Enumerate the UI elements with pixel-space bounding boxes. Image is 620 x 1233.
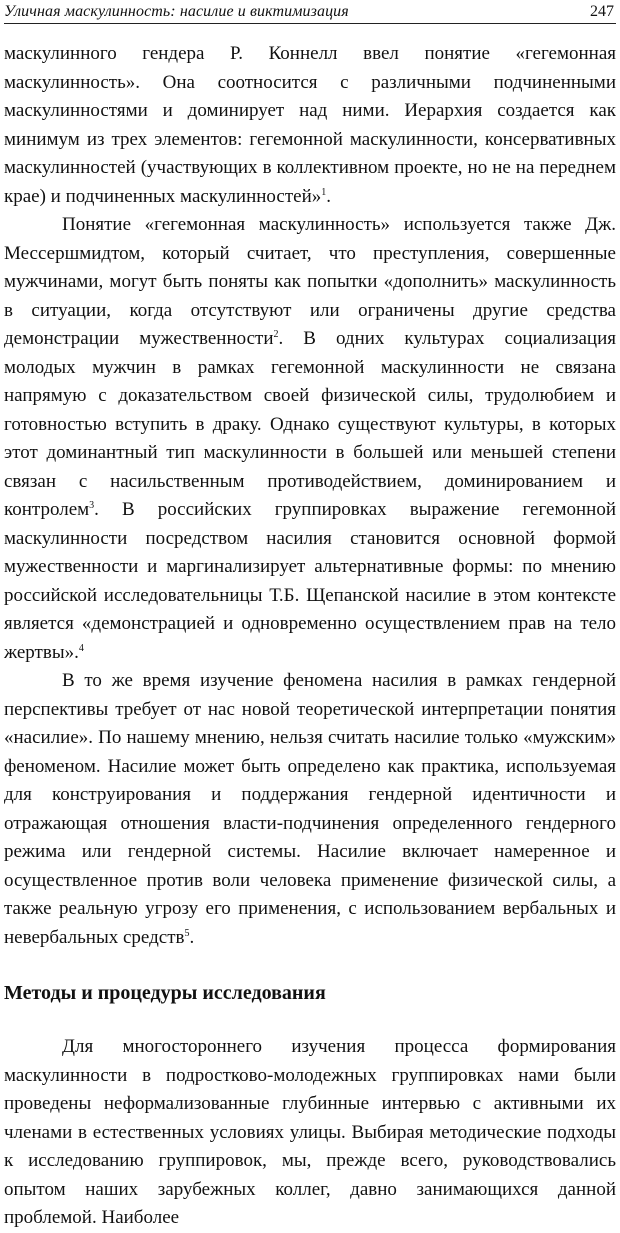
footnote-marker: 3 bbox=[89, 500, 95, 511]
paragraph-list bbox=[4, 40, 616, 952]
footnote-marker: 1 bbox=[321, 186, 327, 198]
paragraph-text: Понятие «гегемонная маскулинность» используется также Дж. Мессершмидтом, который считает, что преступления, совершенные мужчинами, могут быть поняты как попытки «дополнить» маскулинность в ситуации, когда отсутствуют или ограничены другие средства демонстрации мужественности bbox=[4, 214, 616, 349]
paragraph-text: . В одних культурах социализация молодых мужчин в рамках гегемонной маскулинности не связана напрямую с доказательством своей физической силы, трудолюбием и готовностью вступить в драку. Однако существуют культуры, в которых этот доминантный тип маскулинности в большей или меньшей степени связан с насильственным противодействием, доминированием и контролем bbox=[4, 328, 616, 520]
spacer bbox=[4, 952, 616, 979]
paragraph-text: . bbox=[189, 926, 195, 948]
body-text bbox=[4, 40, 616, 1233]
paragraph bbox=[4, 667, 616, 952]
paragraph-text: маскулинного гендера Р. Коннелл ввел понятие «гегемонная маскулинность». Она соотносится с различными подчиненными маскулинностями и доминирует над ними. Иерархия создается как минимум из трех элементов: гегемонной маскулинности, консервативных маскулинностей (участвующих в коллективном проекте, но не на переднем крае) и подчиненных маскулинностей» bbox=[4, 43, 616, 207]
page-number: 247 bbox=[590, 3, 614, 20]
paragraph-text: . bbox=[326, 185, 331, 207]
spacer bbox=[4, 1007, 616, 1033]
paragraph bbox=[4, 40, 616, 211]
running-header bbox=[4, 0, 616, 24]
paragraph-text: В то же время изучение феномена насилия в рамках гендерной перспективы требует от нас новой теоретической интерпретации понятия «насилие». По нашему мнению, нельзя считать насилие только «мужским» феноменом. Насилие может быть определено как практика, используемая для конструирования и поддержания гендерной идентичности и отражающая отношения власти-подчинения определенного гендерного режима или гендерной системы. Насилие включает намеренное и осуществленное против воли человека применение физической силы, а также реальную угрозу его применения, с использованием вербальных и невербальных средств bbox=[4, 670, 616, 948]
paragraph bbox=[4, 211, 616, 667]
paragraph-text: Для многостороннего изучения процесса формирования маскулинности в подростково-молодежных группировках нами были проведены неформализованные глубинные интервью с активными их членами в естественных условиях улицы. Выбирая методические подходы к исследованию группировок, мы, прежде всего, руководствовались опытом наших зарубежных коллег, давно занимающихся данной проблемой. Наиболее bbox=[4, 1036, 616, 1228]
paragraph-text: . В российских группировках выражение гегемонной маскулинности посредством насилия становится основной формой мужественности и маргинализирует альтернативные формы: по мнению российской исследовательницы Т.Б. Щепанской насилие в этом контексте является «демонстрацией и одновременно осуществлением прав на тело жертвы». bbox=[4, 499, 616, 663]
paragraph bbox=[4, 1033, 616, 1233]
final-paragraph-container bbox=[4, 1033, 616, 1233]
footnote-marker: 5 bbox=[184, 927, 190, 939]
footnote-marker: 2 bbox=[273, 329, 279, 340]
section-heading: Методы и процедуры исследования bbox=[4, 982, 326, 1004]
footnote-marker: 4 bbox=[78, 642, 84, 654]
running-header-title: Уличная маскулинность: насилие и виктимизация bbox=[4, 3, 349, 20]
